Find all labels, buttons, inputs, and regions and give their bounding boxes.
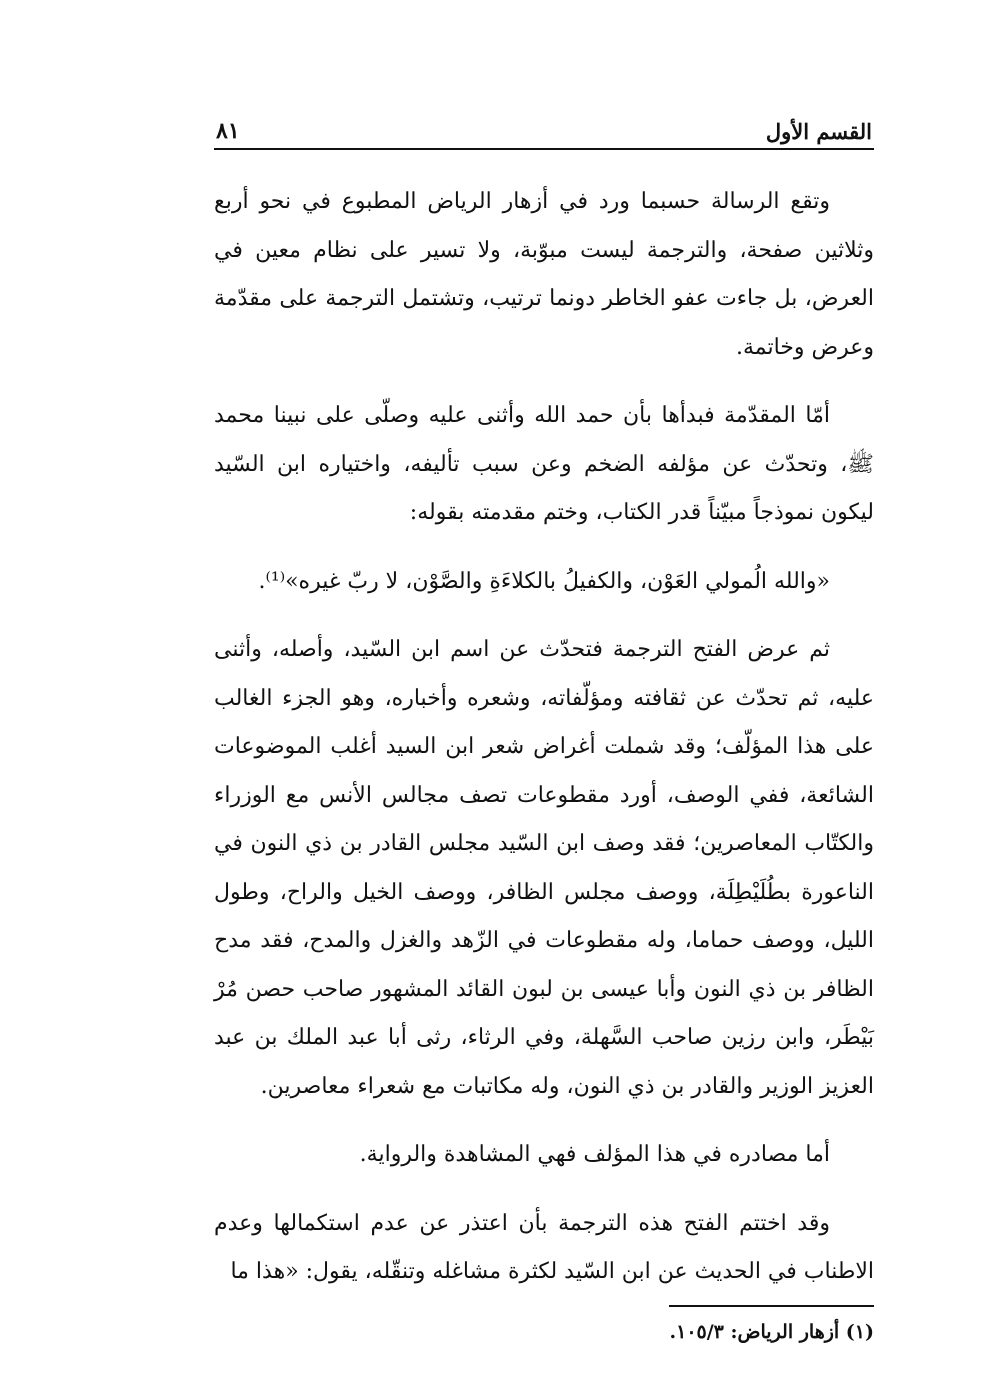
- quotation-paragraph: «والله الُمولي العَوْن، والكفيلُ بالكلاءَةِ والصَّوْن، لا ربّ غيره»⁽¹⁾.: [258, 568, 830, 594]
- section-title: القسم الأول: [765, 119, 872, 144]
- paragraph-5: وقد اختتم الفتح هذه الترجمة بأن اعتذر عن عدم استكمالها وعدم الاطناب في الحديث عن ابن السّيد لكثرة مشاغله وتنقّله، يقول: «هذا ما: [214, 1210, 874, 1284]
- body-text: [214, 178, 874, 1297]
- paragraph-2: أمّا المقدّمة فبدأها بأن حمد الله وأثنى عليه وصلّى على نبينا محمد ﷺ، وتحدّث عن مؤلفه الضخم وعن سبب تأليفه، واختياره ابن السّيد ليكون نموذجاً مبيّناً قدر الكتاب، وختم مقدمته بقوله:: [214, 403, 874, 525]
- paragraph-3: ثم عرض الفتح الترجمة فتحدّث عن اسم ابن السّيد، وأصله، وأثنى عليه، ثم تحدّث عن ثقافته ومؤلّفاته، وشعره وأخباره، وهو الجزء الغالب على هذا المؤلّف؛ وقد شملت أغراض شعر ابن السيد أغلب الموضوعات الشائعة، ففي الوصف، أورد مقطوعات تصف مجالس الأنس مع الوزراء والكتّاب المعاصرين؛ فقد وصف ابن السّيد مجلس القادر بن ذي النون في الناعورة بطُلَيْطِلَة، ووصف مجلس الظافر، ووصف الخيل والراح، وطول الليل، ووصف حماما، وله مقطوعات في الزّهد والغزل والمدح، فقد مدح الظافر بن ذي النون وأبا عيسى بن لبون القائد المشهور صاحب حصن مُرْ بَيْطَر، وابن رزين صاحب السَّهلة، وفي الرثاء، رثى أبا عبد الملك بن عبد العزيز الوزير والقادر بن ذي النون، وله مكاتبات مع شعراء معاصرين.: [214, 637, 874, 1099]
- paragraph-1: وتقع الرسالة حسبما ورد في أزهار الرياض المطبوع في نحو أربع وثلاثين صفحة، والترجمة ليست مبوّبة، ولا تسير على نظام معين في العرض، بل جاءت عفو الخاطر دونما ترتيب، وتشتمل الترجمة على مقدّمة وعرض وخاتمة.: [214, 189, 875, 360]
- page-header: [214, 110, 874, 150]
- page-number: ٨١: [216, 118, 240, 144]
- document-page: [214, 110, 874, 1347]
- footnote: (١) أزهار الرياض: ١٠٥/٣.: [669, 1320, 874, 1343]
- paragraph-4: أما مصادره في هذا المؤلف فهي المشاهدة والرواية.: [359, 1142, 830, 1167]
- footnote-divider: [669, 1305, 874, 1307]
